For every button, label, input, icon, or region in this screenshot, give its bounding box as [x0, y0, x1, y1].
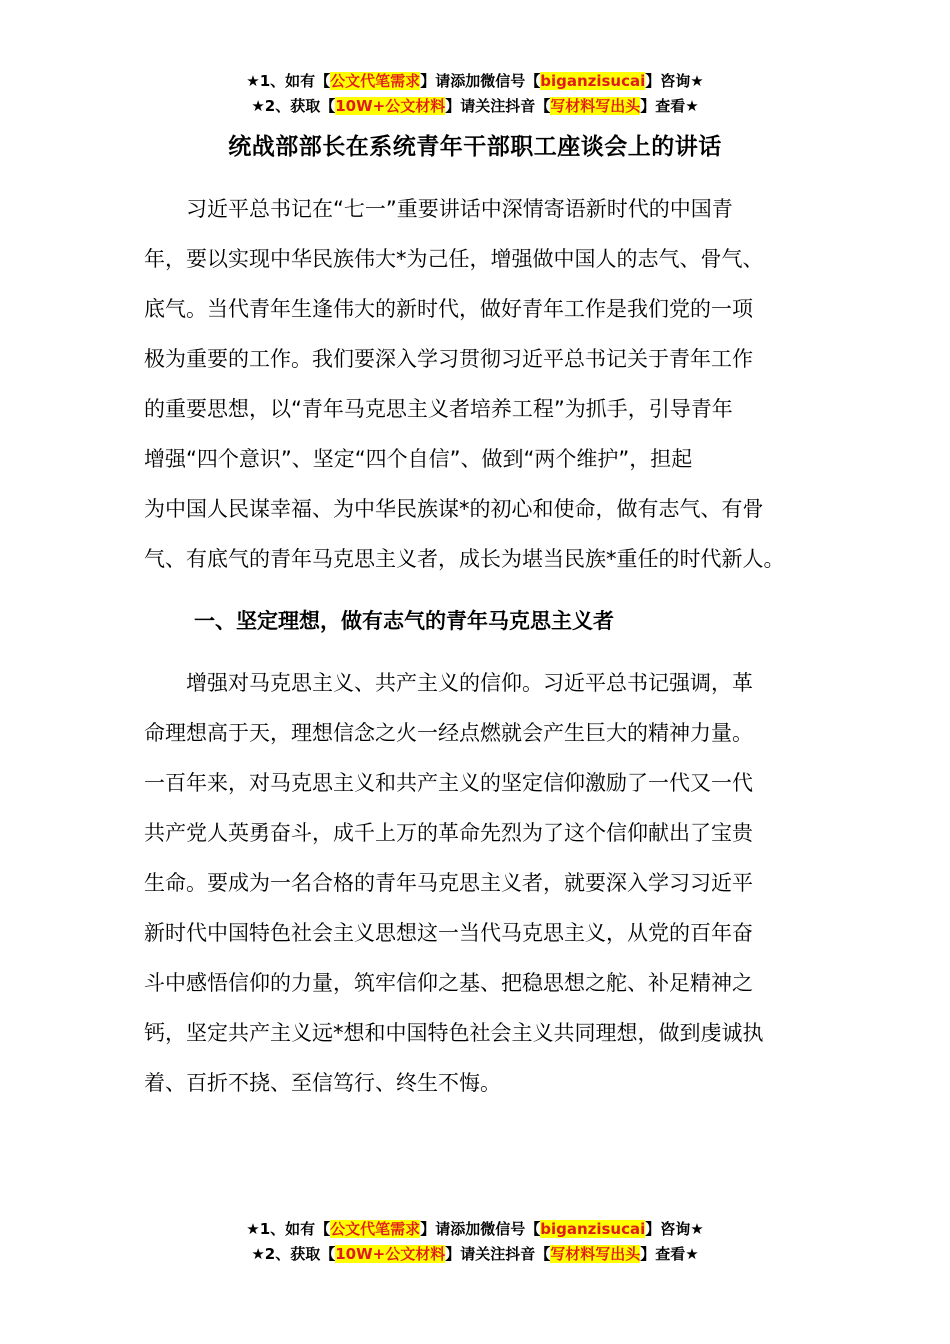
paragraph-line: 新时代中国特色社会主义思想这一当代马克思主义，从党的百年奋 [144, 921, 753, 945]
paragraph-line: 斗中感悟信仰的力量，筑牢信仰之基、把稳思想之舵、补足精神之 [144, 971, 753, 995]
promo-highlight: biganzisucai [540, 1220, 646, 1238]
paragraph-line: 钙，坚定共产主义远*想和中国特色社会主义共同理想，做到虔诚执 [144, 1021, 764, 1045]
promo-text: 】查看★ [640, 1245, 699, 1263]
promo-text: ★1、如有【 [246, 1220, 331, 1238]
paragraph-intro [144, 184, 824, 584]
paragraph-line: 为中国人民谋幸福、为中华民族谋*的初心和使命，做有志气、有骨 [144, 497, 764, 521]
promo-text: ★1、如有【 [246, 72, 331, 90]
promo-text: 】请关注抖音【 [445, 97, 551, 115]
promo-highlight: 写材料写出头 [550, 97, 641, 115]
promo-highlight: 写材料写出头 [550, 1245, 641, 1263]
promo-banner-bottom [0, 1217, 950, 1267]
paragraph-line: 命理想高于天，理想信念之火一经点燃就会产生巨大的精神力量。 [144, 721, 753, 745]
paragraph-line: 生命。要成为一名合格的青年马克思主义者，就要深入学习习近平 [144, 871, 753, 895]
paragraph-line: 气、有底气的青年马克思主义者，成长为堪当民族*重任的时代新人。 [144, 547, 785, 571]
paragraph-line: 极为重要的工作。我们要深入学习贯彻习近平总书记关于青年工作 [144, 347, 753, 371]
promo-line-1 [0, 1217, 950, 1242]
promo-line-2 [0, 94, 950, 119]
promo-text: 】咨询★ [645, 72, 704, 90]
paragraph-line: 增强对马克思主义、共产主义的信仰。习近平总书记强调，革 [144, 671, 753, 695]
promo-text: 】咨询★ [645, 1220, 704, 1238]
promo-line-2 [0, 1242, 950, 1267]
paragraph-line: 增强“四个意识”、坚定“四个自信”、做到“两个维护”，担起 [144, 447, 693, 471]
promo-highlight: 10W+公文材料 [335, 1245, 446, 1263]
paragraph-line: 的重要思想，以“青年马克思主义者培养工程”为抓手，引导青年 [144, 397, 733, 421]
promo-text: ★2、获取【 [251, 1245, 336, 1263]
paragraph-line: 一百年来，对马克思主义和共产主义的坚定信仰激励了一代又一代 [144, 771, 753, 795]
promo-highlight: 10W+公文材料 [335, 97, 446, 115]
document-title: 统战部部长在系统青年干部职工座谈会上的讲话 [228, 134, 722, 160]
section-heading: 一、坚定理想，做有志气的青年马克思主义者 [194, 609, 614, 633]
promo-line-1 [0, 69, 950, 94]
promo-highlight: 公文代笔需求 [330, 1220, 421, 1238]
promo-highlight: biganzisucai [540, 72, 646, 90]
paragraph-line: 年，要以实现中华民族伟大*为己任，增强做中国人的志气、骨气、 [144, 247, 764, 271]
promo-text: 】查看★ [640, 97, 699, 115]
paragraph-line: 共产党人英勇奋斗，成千上万的革命先烈为了这个信仰献出了宝贵 [144, 821, 753, 845]
paragraph-line: 习近平总书记在“七一”重要讲话中深情寄语新时代的中国青 [144, 197, 733, 221]
promo-highlight: 公文代笔需求 [330, 72, 421, 90]
promo-text: 】请添加微信号【 [420, 72, 541, 90]
promo-text: ★2、获取【 [251, 97, 336, 115]
promo-banner-top [0, 69, 950, 119]
paragraph-line: 底气。当代青年生逢伟大的新时代，做好青年工作是我们党的一项 [144, 297, 753, 321]
paragraph-section-1 [144, 658, 824, 1108]
promo-text: 】请添加微信号【 [420, 1220, 541, 1238]
promo-text: 】请关注抖音【 [445, 1245, 551, 1263]
paragraph-line: 着、百折不挠、至信笃行、终生不悔。 [144, 1071, 501, 1095]
